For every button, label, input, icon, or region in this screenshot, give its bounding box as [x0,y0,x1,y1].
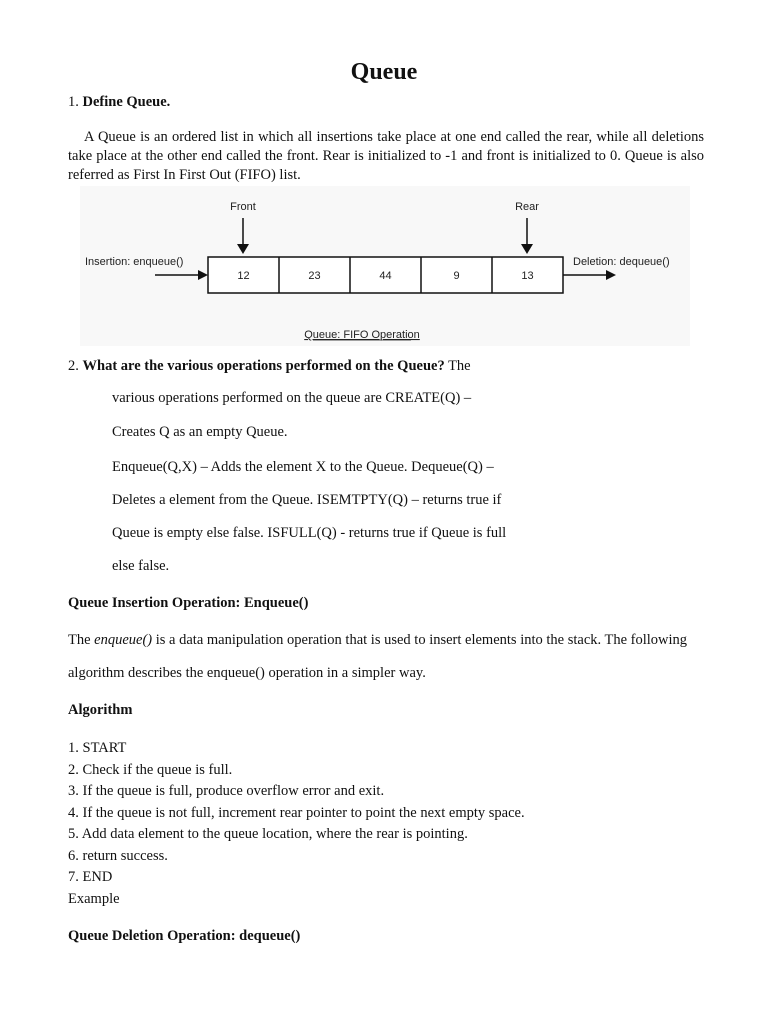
insertion-heading-text: Queue Insertion Operation: Enqueue() [68,595,309,611]
question-1-number: 1. [68,94,79,110]
diagram-caption: Queue: FIFO Operation [304,329,420,341]
algorithm-heading-text: Algorithm [68,702,133,718]
front-arrow-head [237,244,249,254]
front-label: Front [230,201,256,213]
algorithm-heading [68,701,132,720]
algorithm-step: 1. START [68,740,127,756]
question-2 [68,357,471,376]
insertion-paragraph-line-2: algorithm describes the enqueue() operation in a simpler way. [68,665,426,681]
question-1 [68,93,170,112]
queue-cell-value: 9 [453,270,460,282]
definition-paragraph [68,128,704,185]
question-1-heading: Define Queue. [82,94,171,110]
insertion-text-post: is a data manipulation operation that is used to insert elements into the stack. The following [152,632,688,648]
algorithm-step: 6. return success. [68,847,168,864]
insertion-text-pre: The [68,632,95,648]
deletion-arrow-head [606,270,616,280]
operations-line: Queue is empty else false. ISFULL(Q) - returns true if Queue is full [112,525,507,541]
queue-cell-value: 13 [521,270,534,282]
question-2-number: 2. [68,358,79,374]
algorithm-step: 5. Add data element to the queue location, where the rear is pointing. [68,826,468,842]
operations-line: Enqueue(Q,X) – Adds the element X to the Queue. Dequeue(Q) – [112,459,494,475]
queue-cell-value: 44 [379,270,392,282]
algorithm-step: 2. Check if the queue is full. [68,761,233,778]
insertion-heading [68,594,308,613]
queue-cell-value: 23 [308,270,321,282]
operations-line: Deletes a element from the Queue. ISEMTPTY(Q) – returns true if [112,492,502,508]
algorithm-step: 7. END [68,869,113,885]
rear-label: Rear [515,201,539,213]
insertion-label: Insertion: enqueue() [85,256,184,268]
algorithm-step: 4. If the queue is not full, increment rear pointer to point the next empty space. [68,804,525,821]
algorithm-steps [68,738,525,910]
question-2-heading-tail: The [444,358,471,374]
algorithm-step: 3. If the queue is full, produce overflow error and exit. [68,783,385,799]
deletion-heading [68,927,300,946]
question-2-heading: What are the various operations performed on the Queue? [82,358,445,374]
definition-text: A Queue is an ordered list in which all insertions take place at one end called the rear, while all deletions take place at the other end called the front. Rear is initialized to -1 and front is initialized to 0. Queue is also referred as First In First Out (FIFO) list. [68,129,704,183]
operations-line: Creates Q as an empty Queue. [112,424,288,440]
insertion-paragraph-line-1 [68,631,687,650]
queue-cell-value: 12 [237,270,250,282]
deletion-label: Deletion: dequeue() [573,256,670,268]
rear-arrow-head [521,244,533,254]
queue-diagram-svg [80,186,690,346]
insertion-arrow-head [198,270,208,280]
queue-diagram [80,186,690,346]
operations-line: else false. [112,558,170,574]
page-title: Queue [350,59,418,85]
deletion-heading-text: Queue Deletion Operation: dequeue() [68,928,301,944]
example-label: Example [68,890,120,907]
insertion-text-emphasis: enqueue() [94,632,153,648]
operations-line: various operations performed on the queue are CREATE(Q) – [112,390,472,406]
